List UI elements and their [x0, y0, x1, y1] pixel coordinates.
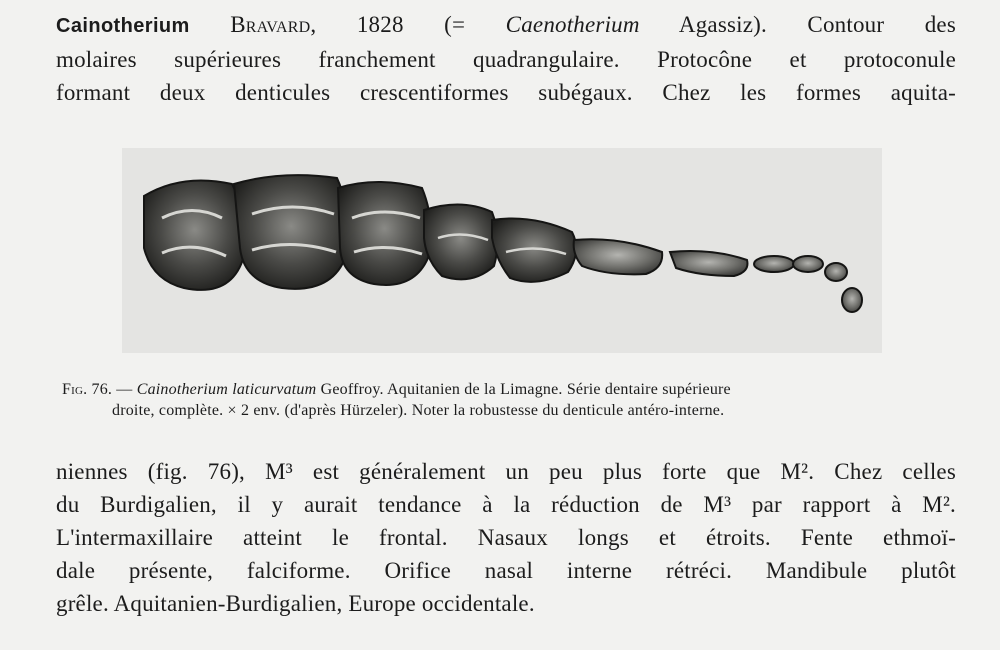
paragraph-line: niennes (fig. 76), M³ est généralement un peu plus forte que M². Chez celles: [56, 459, 956, 484]
paragraph-line: [56, 8, 956, 43]
synonym-name: Caenotherium: [505, 12, 640, 37]
caption-line: [62, 379, 962, 400]
body-paragraph-bottom: [56, 455, 956, 620]
paragraph-line: L'intermaxillaire atteint le frontal. Nasaux longs et étroits. Fente ethmoï-: [56, 525, 956, 550]
genus-name: Cainotherium: [56, 15, 190, 37]
caption-dash: —: [112, 381, 137, 398]
molar-m1: [338, 182, 431, 285]
author-name: Bravard: [230, 12, 311, 37]
molar-m2: [234, 175, 349, 289]
dental-series-illustration: [122, 148, 882, 353]
paragraph-line: formant deux denticules crescentiformes subégaux. Chez les formes aquita-: [56, 80, 956, 105]
premolar-p4: [424, 204, 498, 279]
figure-caption: [62, 379, 962, 421]
paragraph-line: dale présente, falciforme. Orifice nasal interne rétréci. Mandibule plutôt: [56, 558, 956, 583]
incisor-i1: [842, 288, 862, 312]
paragraph-line: molaires supérieures franchement quadrangulaire. Protocône et protoconule: [56, 47, 956, 72]
text-fragment: , 1828 (=: [310, 12, 506, 37]
caption-text: Geoffroy. Aquitanien de la Limagne. Série dentaire supérieure: [316, 381, 731, 398]
paragraph-line: grêle. Aquitanien-Burdigalien, Europe occidentale.: [56, 591, 535, 616]
incisor-i2: [825, 263, 847, 281]
body-paragraph-top: [56, 8, 956, 109]
molar-m3: [144, 180, 246, 289]
figure-label: Fig. 76.: [62, 381, 113, 398]
tooth-row-photograph: [122, 148, 882, 353]
species-name: Cainotherium laticurvatum: [136, 381, 317, 398]
text-fragment: Agassiz). Contour des: [639, 12, 956, 37]
canine: [754, 256, 794, 272]
paragraph-line: du Burdigalien, il y aurait tendance à la réduction de M³ par rapport à M².: [56, 492, 956, 517]
caption-line: droite, complète. × 2 env. (d'après Hürzeler). Noter la robustesse du denticule antéro-interne.: [112, 402, 725, 419]
incisor-i3: [793, 256, 823, 272]
